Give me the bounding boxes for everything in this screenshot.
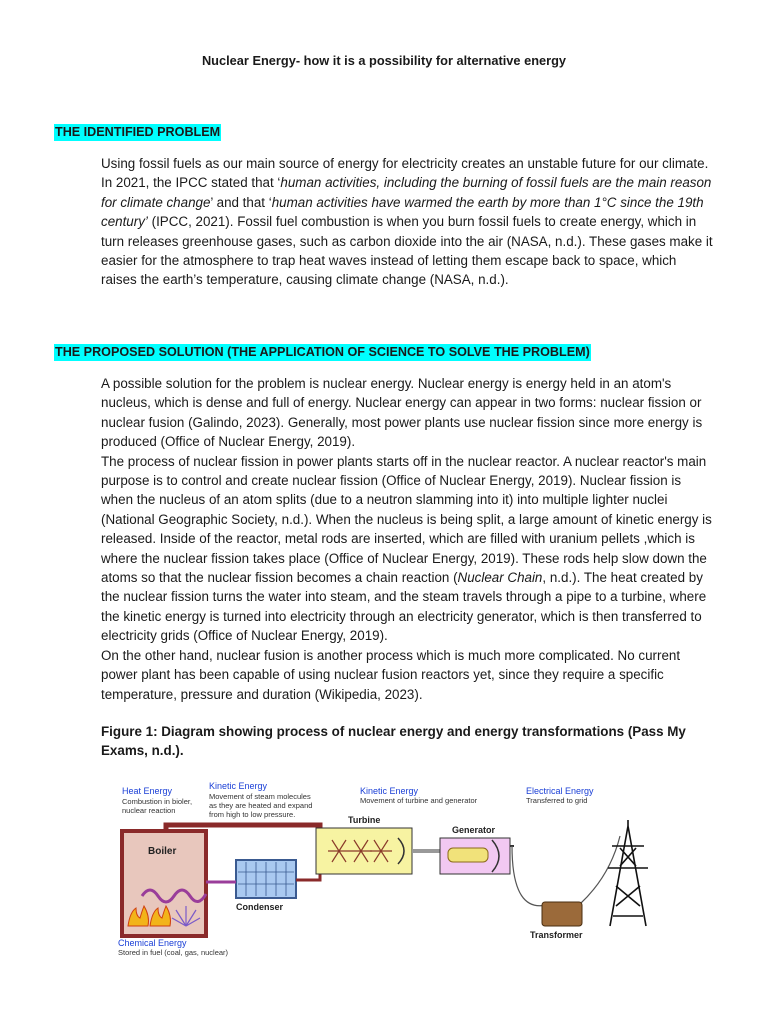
kinetic-energy-title-1: Kinetic Energy: [209, 781, 268, 791]
condenser-grid: [238, 862, 294, 896]
heat-energy-desc-2: nuclear reaction: [122, 806, 176, 815]
solution-paragraph-3: On the other hand, nuclear fusion is another process which is much more complicated. No current power plant has been capable of using nuclear fusion reactors yet, since they require a specific temperature, pressure and duration (Wikipedia, 2023).: [101, 647, 681, 702]
chemical-energy-desc: Stored in fuel (coal, gas, nuclear): [118, 948, 229, 957]
problem-text-3: (IPCC, 2021). Fossil fuel combustion is when you burn fossil fuels to create energy, which in turn releases greenhouse gases, such as carbon dioxide into the air (NASA, n.d.). These gases make it easier for the atmosphere to trap heat waves instead of letting them escape back to space, which raises the earth’s temperature, causing climate change (NASA, n.d.).: [101, 214, 713, 288]
heat-energy-desc-1: Combustion in bioler,: [122, 797, 193, 806]
pylon-icon: [608, 820, 648, 926]
solution-paragraph-2: [101, 452, 713, 646]
fission-text-2: , n.d.). The heat created by the nuclear fission turns the water into steam, and the steam travels through a pipe to a turbine, where the kinetic energy is turned into electricity through an electricity generator, which is then transferred to electricity grids (Office of Nuclear Energy, 2019).: [101, 570, 707, 644]
nuclear-chain-ref: Nuclear Chain: [457, 570, 543, 586]
transformer-label: Transformer: [530, 930, 583, 940]
energy-transformation-diagram: [110, 776, 670, 966]
kinetic-energy-title-2: Kinetic Energy: [360, 786, 419, 796]
problem-text-1: Using fossil fuels as our main source of energy for electricity creates an unstable future for our climate. In 2021, the IPCC stated that ‘: [101, 156, 709, 191]
electrical-energy-desc: Transferred to grid: [526, 796, 588, 805]
kinetic-energy-desc-1a: Movement of steam molecules: [209, 792, 311, 801]
electrical-energy-title: Electrical Energy: [526, 786, 594, 796]
section-heading-solution: THE PROPOSED SOLUTION (THE APPLICATION OF SCIENCE TO SOLVE THE PROBLEM): [55, 345, 590, 359]
solution-paragraph-1: A possible solution for the problem is nuclear energy. Nuclear energy is energy held in an atom's nucleus, which is dense and full of energy. Nuclear energy can appear in two forms: nuclear fission or nuclear fusion (Galindo, 2023). Generally, most power plants use nuclear fission since more energy is produced (Office of Nuclear Energy, 2019).: [101, 376, 703, 450]
problem-paragraph: [101, 154, 713, 290]
page-title: Nuclear Energy- how it is a possibility for alternative energy: [201, 53, 567, 68]
problem-text-2: ’ and that ‘: [210, 194, 272, 210]
section-heading-problem: THE IDENTIFIED PROBLEM: [55, 125, 221, 139]
fission-text-1: The process of nuclear fission in power plants starts off in the nuclear reactor. A nuclear reactor's main purpose is to control and create nuclear fission (Office of Nuclear Energy, 2019). Nuclear fission is when the nucleus of an atom splits (due to a neutron slamming into it) into multiple lighter nuclei (National Geographic Society, n.d.). When the nucleus is being split, a large amount of kinetic energy is released. Inside of the reactor, metal rods are inserted, which are filled with uranium pellets ,which is where the nuclear fission takes place (Office of Nuclear Energy, 2019). These rods help slow down the atoms so that the nuclear fission becomes a chain reaction (: [101, 453, 712, 586]
kinetic-energy-desc-2: Movement of turbine and generator: [360, 796, 478, 805]
ipcc-quote-2: human activities have warmed the earth by more than 1°C since the 19th century’: [101, 194, 704, 230]
condenser-label: Condenser: [236, 902, 284, 912]
generator-coil: [448, 848, 488, 862]
kinetic-energy-desc-1c: from high to low pressure.: [209, 810, 296, 819]
ipcc-quote-1: human activities, including the burning of fossil fuels are the main reason for climate change: [101, 175, 712, 210]
generator-label: Generator: [452, 825, 496, 835]
power-line: [512, 846, 550, 906]
solution-paragraphs: [101, 374, 713, 704]
transformer-box: [542, 902, 582, 926]
turbine-label: Turbine: [348, 815, 381, 825]
boiler-label: Boiler: [148, 846, 177, 857]
kinetic-energy-desc-1b: as they are heated and expand: [209, 801, 313, 810]
heat-energy-title: Heat Energy: [122, 786, 173, 796]
chemical-energy-title: Chemical Energy: [118, 938, 187, 948]
figure-caption: Figure 1: Diagram showing process of nuclear energy and energy transformations (Pass My Exams, n.d.).: [101, 724, 686, 759]
